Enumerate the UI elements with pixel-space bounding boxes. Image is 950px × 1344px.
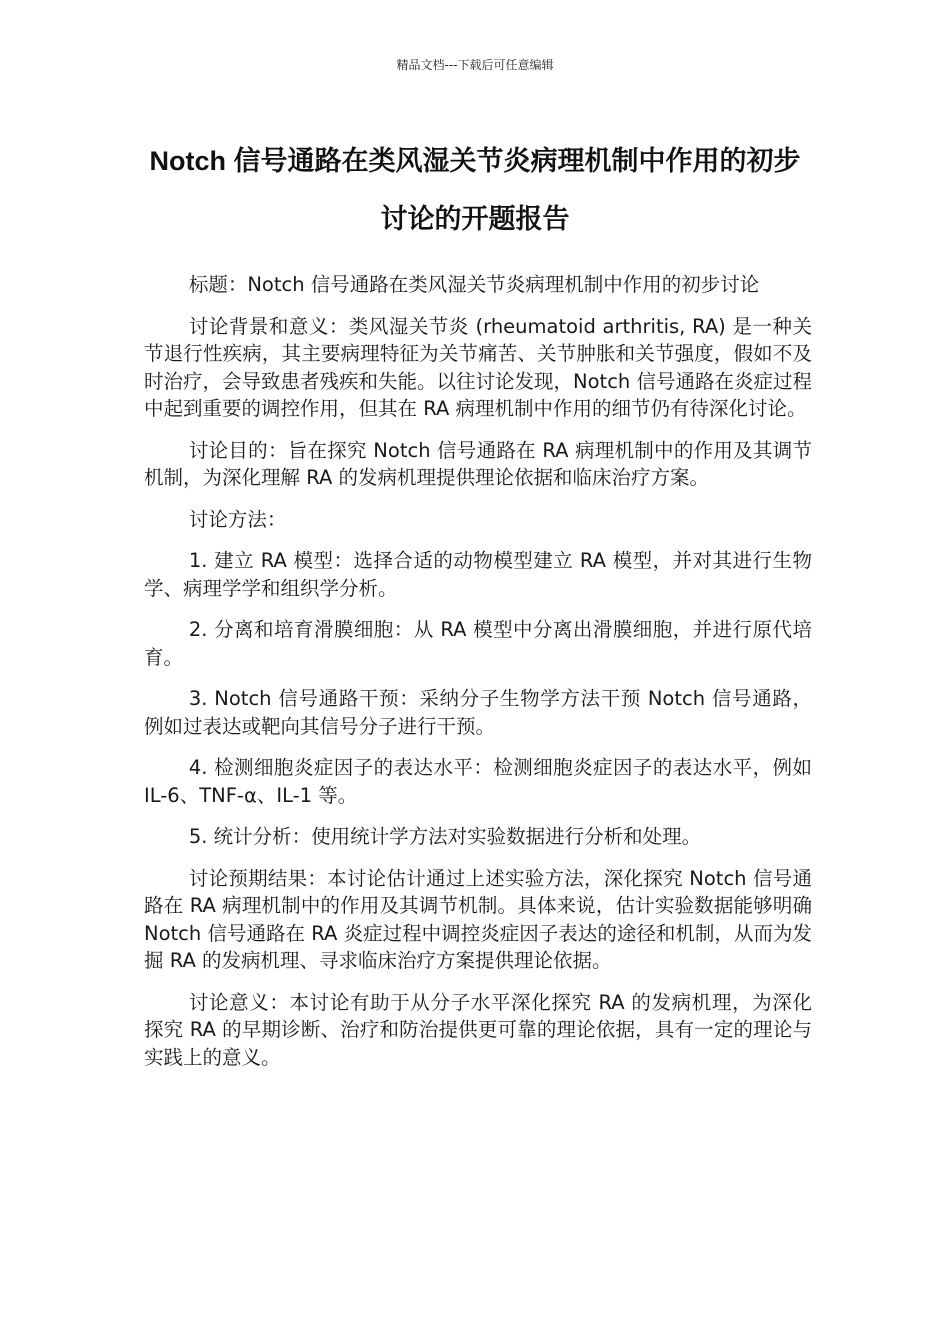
paragraph-significance: 讨论意义：本讨论有助于从分子水平深化探究 RA 的发病机理，为深化探究 RA 的早期诊断、治疗和防治提供更可靠的理论依据，具有一定的理论与实践上的意义。 (144, 990, 812, 1069)
paragraph-method-5: 5. 统计分析：使用统计学方法对实验数据进行分析和处理。 (188, 825, 702, 848)
paragraph-method-1: 1. 建立 RA 模型：选择合适的动物模型建立 RA 模型，并对其进行生物学、病理学学和组织学分析。 (144, 549, 812, 600)
document-title: Notch 信号通路在类风湿关节炎病理机制中作用的初步讨论的开题报告 (149, 146, 801, 234)
paragraph-background: 讨论背景和意义：类风湿关节炎 (rheumatoid arthritis, RA) 是一种关节退行性疾病，其主要病理特征为关节痛苦、关节肿胀和关节强度，假如不及时治疗，会导致患者残疾和失能。以往讨论发现，Notch 信号通路在炎症过程中起到重要的调控作用，但其在 RA 病理机制中作用的细节仍有待深化讨论。 (144, 314, 812, 420)
document-body (144, 271, 812, 1085)
paragraph-methods-heading: 讨论方法： (188, 507, 287, 531)
paragraph-method-3: 3. Notch 信号通路干预：采纳分子生物学方法干预 Notch 信号通路，例如过表达或靶向其信号分子进行干预。 (144, 687, 812, 738)
paragraph-purpose: 讨论目的：旨在探究 Notch 信号通路在 RA 病理机制中的作用及其调节机制，为深化理解 RA 的发病机理提供理论依据和临床治疗方案。 (144, 438, 812, 489)
paragraph-method-4: 4. 检测细胞炎症因子的表达水平：检测细胞炎症因子的表达水平，例如 IL-6、TNF-α、IL-1 等。 (144, 756, 812, 807)
page-header: 精品文档---下载后可任意编辑 (396, 58, 554, 72)
paragraph-subject: 标题：Notch 信号通路在类风湿关节炎病理机制中作用的初步讨论 (188, 273, 760, 296)
paragraph-expected-results: 讨论预期结果：本讨论估计通过上述实验方法，深化探究 Notch 信号通路在 RA 病理机制中的作用及其调节机制。具体来说，估计实验数据能够明确 Notch 信号通路在 RA 炎症过程中调控炎症因子表达的途径和机制，从而为发掘 RA 的发病机理、寻求临床治疗方案提供理论依据。 (144, 866, 812, 972)
paragraph-method-2: 2. 分离和培育滑膜细胞：从 RA 模型中分离出滑膜细胞，并进行原代培育。 (144, 618, 812, 669)
